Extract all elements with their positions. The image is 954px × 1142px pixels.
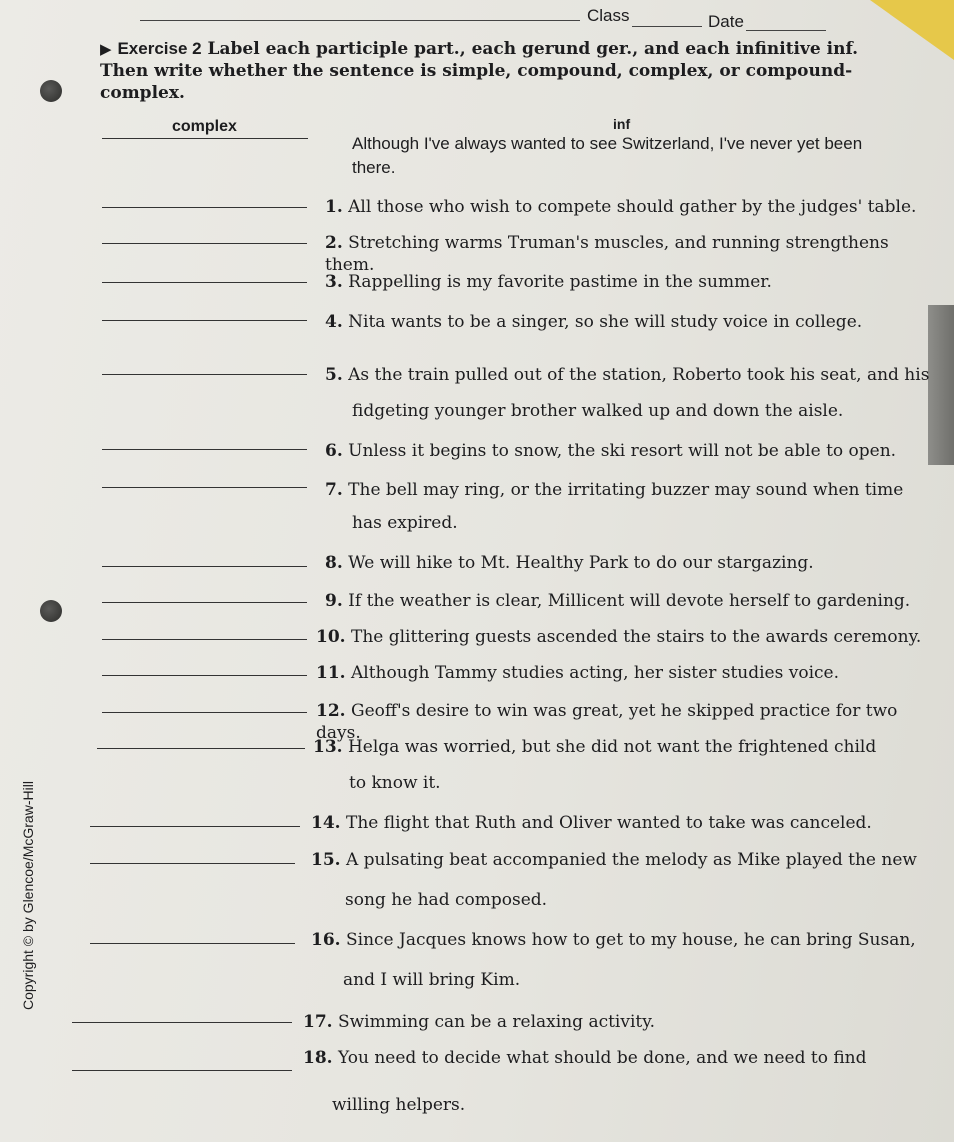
item-sentence-continued: and I will bring Kim. xyxy=(343,970,521,990)
item-number: 3. xyxy=(325,272,343,292)
item-sentence-continued: fidgeting younger brother walked up and down the aisle. xyxy=(352,401,844,421)
exercise-title: Exercise 2 xyxy=(117,39,202,58)
exercise-item-9 xyxy=(325,590,940,612)
answer-blank-3[interactable] xyxy=(102,282,307,283)
item-sentence: Unless it begins to snow, the ski resort will not be able to open. xyxy=(348,441,897,461)
item-number: 8. xyxy=(325,553,343,573)
answer-blank-13[interactable] xyxy=(97,748,305,749)
item-sentence: Swimming can be a relaxing activity. xyxy=(337,1012,655,1032)
example-inf-mark: inf xyxy=(613,116,631,132)
answer-blank-4[interactable] xyxy=(102,320,307,321)
exercise-item-10 xyxy=(316,626,940,648)
name-line[interactable] xyxy=(140,20,580,21)
example-sentence: Although I've always wanted to see Switzerland, I've never yet been there. xyxy=(352,134,863,177)
exercise-item-4 xyxy=(325,311,940,333)
item-sentence: Although Tammy studies acting, her sister studies voice. xyxy=(350,663,839,683)
answer-blank-7[interactable] xyxy=(102,487,307,488)
item-number: 12. xyxy=(316,701,346,721)
exercise-item-13 xyxy=(313,736,940,758)
answer-blank-18[interactable] xyxy=(72,1070,292,1071)
example-answer-line xyxy=(102,138,308,139)
instructions xyxy=(100,38,880,104)
item-number: 1. xyxy=(325,197,343,217)
item-number: 16. xyxy=(311,930,341,950)
answer-blank-5[interactable] xyxy=(102,374,307,375)
instructions-text: Label each participle part., each gerund ger., and each infinitive inf. Then write whether the sentence is simple, compound, complex, or compound-complex. xyxy=(100,39,859,103)
answer-blank-10[interactable] xyxy=(102,639,307,640)
exercise-item-2 xyxy=(325,232,940,276)
answer-blank-17[interactable] xyxy=(72,1022,292,1023)
answer-blank-11[interactable] xyxy=(102,675,307,676)
exercise-item-8 xyxy=(325,552,940,574)
item-sentence: A pulsating beat accompanied the melody as Mike played the new xyxy=(345,850,917,870)
item-number: 14. xyxy=(311,813,341,833)
date-line[interactable] xyxy=(746,30,826,31)
exercise-item-11 xyxy=(316,662,940,684)
exercise-item-6 xyxy=(325,440,940,462)
item-sentence: The flight that Ruth and Oliver wanted to take was canceled. xyxy=(345,813,872,833)
exercise-item-17 xyxy=(303,1011,940,1033)
exercise-item-15 xyxy=(311,849,940,871)
item-number: 10. xyxy=(316,627,346,647)
class-label: Class xyxy=(587,6,630,25)
item-number: 18. xyxy=(303,1048,333,1068)
item-sentence: If the weather is clear, Millicent will devote herself to gardening. xyxy=(348,591,911,611)
item-number: 7. xyxy=(325,480,343,500)
answer-blank-1[interactable] xyxy=(102,207,307,208)
answer-blank-9[interactable] xyxy=(102,602,307,603)
item-sentence-continued: willing helpers. xyxy=(332,1095,466,1115)
item-number: 4. xyxy=(325,312,343,332)
answer-blank-15[interactable] xyxy=(90,863,295,864)
item-number: 17. xyxy=(303,1012,333,1032)
exercise-item-3 xyxy=(325,271,940,293)
exercise-item-14 xyxy=(311,812,940,834)
example-answer: complex xyxy=(172,118,237,135)
item-number: 2. xyxy=(325,233,343,253)
answer-blank-16[interactable] xyxy=(90,943,295,944)
exercise-item-7 xyxy=(325,479,940,501)
item-sentence-continued: song he had composed. xyxy=(345,890,548,910)
item-number: 6. xyxy=(325,441,343,461)
copyright-notice: Copyright © by Glencoe/McGraw-Hill xyxy=(20,781,36,1010)
binder-hole-icon xyxy=(40,600,62,622)
answer-blank-2[interactable] xyxy=(102,243,307,244)
item-number: 15. xyxy=(311,850,341,870)
item-sentence: Nita wants to be a singer, so she will study voice in college. xyxy=(348,312,863,332)
item-number: 5. xyxy=(325,365,343,385)
item-sentence-continued: has expired. xyxy=(352,513,458,533)
item-number: 13. xyxy=(313,737,343,757)
class-line[interactable] xyxy=(632,26,702,27)
answer-blank-6[interactable] xyxy=(102,449,307,450)
item-sentence: We will hike to Mt. Healthy Park to do our stargazing. xyxy=(348,553,814,573)
exercise-item-5 xyxy=(325,364,940,386)
item-sentence: Rappelling is my favorite pastime in the summer. xyxy=(348,272,772,292)
item-sentence: You need to decide what should be done, and we need to find xyxy=(337,1048,867,1068)
item-sentence: The bell may ring, or the irritating buzzer may sound when time xyxy=(348,480,904,500)
answer-blank-14[interactable] xyxy=(90,826,300,827)
exercise-item-16 xyxy=(311,929,940,951)
item-sentence: As the train pulled out of the station, Roberto took his seat, and his xyxy=(348,365,930,385)
date-label: Date xyxy=(708,12,744,31)
item-sentence: Stretching warms Truman's muscles, and running strengthens them. xyxy=(325,233,889,275)
exercise-item-18 xyxy=(303,1047,940,1069)
item-number: 9. xyxy=(325,591,343,611)
item-sentence-continued: to know it. xyxy=(349,773,441,793)
exercise-item-1 xyxy=(325,196,940,218)
item-sentence: Geoff's desire to win was great, yet he skipped practice for two days. xyxy=(316,701,898,743)
answer-blank-8[interactable] xyxy=(102,566,307,567)
answer-blank-12[interactable] xyxy=(102,712,307,713)
binder-hole-icon xyxy=(40,80,62,102)
item-number: 11. xyxy=(316,663,346,683)
item-sentence: All those who wish to compete should gather by the judges' table. xyxy=(348,197,917,217)
item-sentence: The glittering guests ascended the stairs to the awards ceremony. xyxy=(350,627,922,647)
item-sentence: Helga was worried, but she did not want the frightened child xyxy=(347,737,877,757)
item-sentence: Since Jacques knows how to get to my house, he can bring Susan, xyxy=(345,930,916,950)
arrow-icon: ▶ xyxy=(100,40,112,58)
